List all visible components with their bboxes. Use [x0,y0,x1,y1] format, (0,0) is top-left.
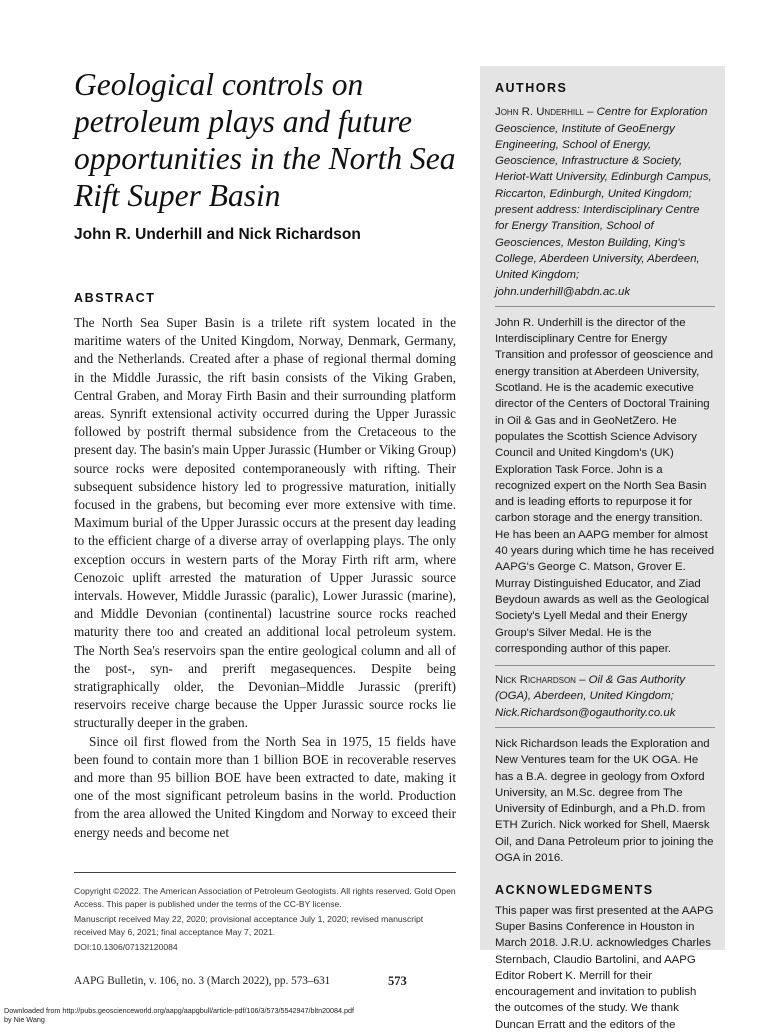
affiliation-text: Oil & Gas Authority (OGA), Aberdeen, United Kingdom; Nick.Richardson@ogauthority.co.uk [495,674,686,719]
sidebar-divider [495,727,715,728]
author-affiliation [495,104,715,300]
article-title: Geological controls on petroleum plays and future opportunities in the North Sea Rift Super Basin [74,67,456,213]
footnote-divider [74,872,456,873]
name-separator: – [584,106,597,119]
sidebar-content [495,80,715,1033]
author-bio: John R. Underhill is the director of the Interdisciplinary Centre for Energy Transition and professor of geoscience and energy transition at Aberdeen University, Scotland. He is the academic executive director of the Centers of Doctoral Training in Oil & Gas and in GeoNetZero. He populates the Scottish Science Advisory Council and United Kingdom's (UK) Exploration Task Force. John is a recognized expert on the North Sea Basin and is leading efforts to repurpose it for carbon storage and the energy transition. He has been an AAPG member for almost 40 years during which time he has received AAPG's George C. Matson, Grover E. Murray Distinguished Educator, and Ziad Beydoun awards as well as the Geological Society's Lyell Medal and their Energy Group's Silver Medal. He is the corresponding author of this paper. [495,316,715,655]
name-separator: – [575,674,589,687]
download-notice [4,1007,354,1024]
download-url: Downloaded from http://pubs.geoscienceworld.org/aapg/aapgbull/article-pdf/106/3/573/5542947/bltn20084.pdf [4,1006,355,1015]
journal-citation: AAPG Bulletin, v. 106, no. 3 (March 2022), pp. 573–631 [74,975,331,987]
affiliation-text: Centre for Exploration Geoscience, Institute of GeoEnergy Engineering, School of Energy, Geoscience, Infrastructure & Society, Heriot-Watt University, Edinburgh Campus, Riccarton, Edinburgh, United Kingdom; present address: Interdisciplinary Centre for Energy Transition, School of Geosciences, Meston Building, King's College, Aberdeen University, Aberdeen, United Kingdom; john.underhill@abdn.ac.uk [495,106,712,298]
acknowledgments-text: This paper was first presented at the AAPG Super Basins Conference in Houston in March 2018. J.R.U. acknowledges Charles Sternbach, Claudio Bartolini, and AAPG Editor Robert K. Merrill for their encouragement and invitation to publish the outcomes of the study. We thank Duncan Erratt and the editors of the [495,904,714,1031]
page-number: 573 [388,974,407,988]
author-affiliation [495,672,715,721]
publication-notes [74,885,456,957]
copyright-notice: Copyright ©2022. The American Association of Petroleum Geologists. All rights reserved. Gold Open Access. This paper is published under the terms of the CC-BY license. [74,886,456,909]
acknowledgments-heading: ACKNOWLEDGMENTS [495,883,654,898]
author-bio: Nick Richardson leads the Exploration and New Ventures team for the UK OGA. He has a B.A. degree in geology from Oxford University, an M.Sc. degree from The University of Edinburgh, and a Ph.D. from ETH Zurich. Nick worked for Shell, Maersk Oil, and Dana Petroleum prior to joining the OGA in 2016. [495,737,714,865]
abstract-paragraph: The North Sea Super Basin is a trilete rift system located in the maritime waters of the United Kingdom, Norway, Denmark, Germany, and the Netherlands. Created after a phase of regional thermal doming in the Middle Jurassic, the rift basin consists of the Viking Graben, Central Graben, and Moray Firth Basin and their surrounding platform areas. Synrift extensional activity occurred during the Upper Jurassic followed by postrift thermal subsidence from the Cretaceous to the present day. The basin's main Upper Jurassic (Humber or Viking Group) source rocks were deposited contemporaneously with rifting. Their subsequent subsidence history led to progressive maturation, initially focused in the grabens, but becoming ever more extensive with time. Maximum burial of the Upper Jurassic occurs at the present day leading to the efficient charge of a diverse array of overlapping plays. The only exception occurs in western parts of the Moray Firth rift arm, where Cenozoic uplift arrested the maturation of Upper Jurassic source intervals. However, Middle Jurassic (paralic), Lower Jurassic (marine), and Middle Devonian (continental) lacustrine source rocks reached maturity there too and created an additional local petroleum system. The North Sea's reservoirs span the entire geological column and all of the post-, syn- and prerift megasequences. Despite being stratigraphically older, the Devonian–Middle Jurassic (prerift) reservoirs receive charge because the Upper Jurassic source rocks lie structurally deeper in the graben. [74,315,456,731]
abstract-paragraph: Since oil first flowed from the North Sea in 1975, 15 fields have been found to contain more than 1 billion BOE in recoverable reserves and more than 95 billion BOE have been extracted to date, making it one of the most significant petroleum basins in the world. Production from the area allowed the United Kingdom and Norway to exceed their energy needs and become net [74,733,456,840]
sidebar-divider [495,306,715,307]
abstract-heading: ABSTRACT [74,291,156,305]
download-user: by Nie Wang [4,1014,45,1024]
sidebar-divider [495,665,715,666]
authors-heading: AUTHORS [495,81,568,95]
author-name: John R. Underhill [495,106,584,119]
author-name: Nick Richardson [495,674,576,687]
manuscript-dates: Manuscript received May 22, 2020; provisional acceptance July 1, 2020; revised manuscript received May 6, 2021; final acceptance May 7, 2021. [74,914,424,937]
author-byline: John R. Underhill and Nick Richardson [74,226,361,243]
abstract-body [74,314,456,842]
doi: DOI:10.1306/07132120084 [74,942,178,952]
